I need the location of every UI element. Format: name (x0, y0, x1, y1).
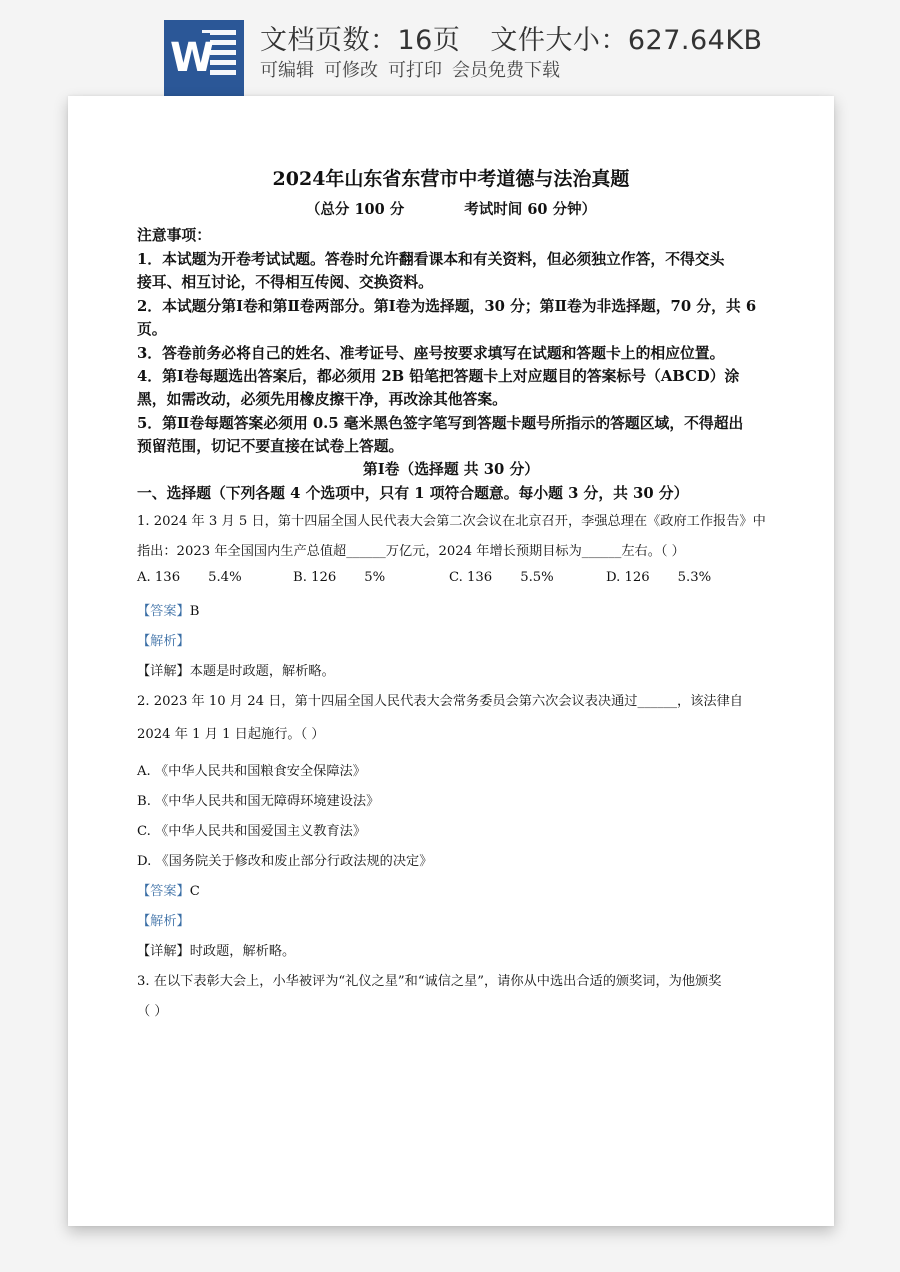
feature-modifiable: 可修改 (324, 60, 378, 81)
note-line: 5．第Ⅱ卷每题答案必须用 0.5 毫米黑色签字笔写到答题卡题号所指示的答题区域，不得超出 (137, 415, 744, 432)
notes-heading: 注意事项： (137, 227, 211, 244)
feature-printable: 可打印 (388, 60, 442, 81)
question-3-line-1: 3. 在以下表彰大会上，小华被评为“礼仪之星”和“诚信之星”，请你从中选出合适的颁奖词，为他颁奖 (137, 974, 722, 989)
question-2-answer (137, 880, 200, 899)
question-2-analysis-tag: 【解析】 (137, 914, 190, 929)
feature-member-download: 会员免费下载 (452, 60, 560, 81)
answer-tag: 【答案】 (137, 884, 190, 899)
note-line: 页。 (137, 321, 167, 338)
page-title: 2024年山东省东营市中考道德与法治真题 (272, 168, 630, 190)
question-2-line-2: 2024 年 1 月 1 日起施行。（ ） (137, 727, 325, 742)
question-2-option-a: A. 《中华人民共和国粮食安全保障法》 (137, 764, 366, 779)
question-2-option-b: B. 《中华人民共和国无障碍环境建设法》 (137, 794, 380, 809)
note-line: 4．第Ⅰ卷每题选出答案后，都必须用 2B 铅笔把答题卡上对应题目的答案标号（ABCD）涂 (137, 368, 740, 385)
note-line: 黑，如需改动，必须先用橡皮擦干净，再改涂其他答案。 (137, 391, 507, 408)
section-title: 第Ⅰ卷（选择题 共 30 分） (362, 461, 540, 478)
question-2-option-c: C. 《中华人民共和国爱国主义教育法》 (137, 824, 367, 839)
question-1-line-2: 指出：2023 年全国国内生产总值超______万亿元，2024 年增长预期目标为______左右。（ ） (137, 544, 685, 559)
question-2-option-d: D. 《国务院关于修改和废止部分行政法规的决定》 (137, 854, 433, 869)
note-line: 3．答卷前务必将自己的姓名、准考证号、座号按要求填写在试题和答题卡上的相应位置。 (137, 345, 725, 362)
note-line: 2．本试题分第Ⅰ卷和第Ⅱ卷两部分。第Ⅰ卷为选择题，30 分；第Ⅱ卷为非选择题，70 分，共 6 (137, 298, 757, 315)
page-count: 文档页数：16页 (260, 25, 461, 56)
banner-title (260, 18, 763, 57)
question-1-answer (137, 600, 199, 619)
question-1-detail: 【详解】本题是时政题，解析略。 (137, 664, 335, 679)
part-heading: 一、选择题（下列各题 4 个选项中，只有 1 项符合题意。每小题 3 分，共 30 分） (137, 485, 689, 502)
file-size: 文件大小：627.64KB (490, 25, 763, 56)
feature-editable: 可编辑 (260, 60, 314, 81)
note-line: 1．本试题为开卷考试试题。答卷时允许翻看课本和有关资料，但必须独立作答，不得交头 (137, 251, 725, 268)
question-2-detail: 【详解】时政题，解析略。 (137, 944, 296, 959)
question-1-option-b: B. 126 5% (293, 570, 386, 585)
question-1-option-a: A. 136 5.4% (137, 570, 242, 585)
note-line: 接耳、相互讨论，不得相互传阅、交换资料。 (137, 274, 433, 291)
question-1-line-1: 1. 2024 年 3 月 5 日，第十四届全国人民代表大会第二次会议在北京召开，李强总理在《政府工作报告》中 (137, 514, 766, 529)
question-2-line-1: 2. 2023 年 10 月 24 日，第十四届全国人民代表大会常务委员会第六次会议表决通过______，该法律自 (137, 694, 743, 709)
feature-list (260, 56, 570, 82)
answer-value: B (189, 604, 200, 619)
question-1-analysis-tag: 【解析】 (137, 634, 190, 649)
document-page (68, 96, 834, 1226)
question-1-option-c: C. 136 5.5% (449, 570, 554, 585)
answer-tag: 【答案】 (137, 604, 190, 619)
total-score: （总分 100 分 (305, 201, 405, 218)
question-1-option-d: D. 126 5.3% (606, 570, 712, 585)
document-info-banner (0, 0, 900, 100)
exam-subtitle (68, 198, 834, 219)
exam-time: 考试时间 60 分钟） (464, 201, 597, 218)
answer-value: C (189, 884, 200, 899)
question-3-line-2: （ ） (137, 1004, 168, 1019)
note-line: 预留范围，切记不要直接在试卷上答题。 (137, 438, 404, 455)
word-icon: W (164, 20, 244, 96)
